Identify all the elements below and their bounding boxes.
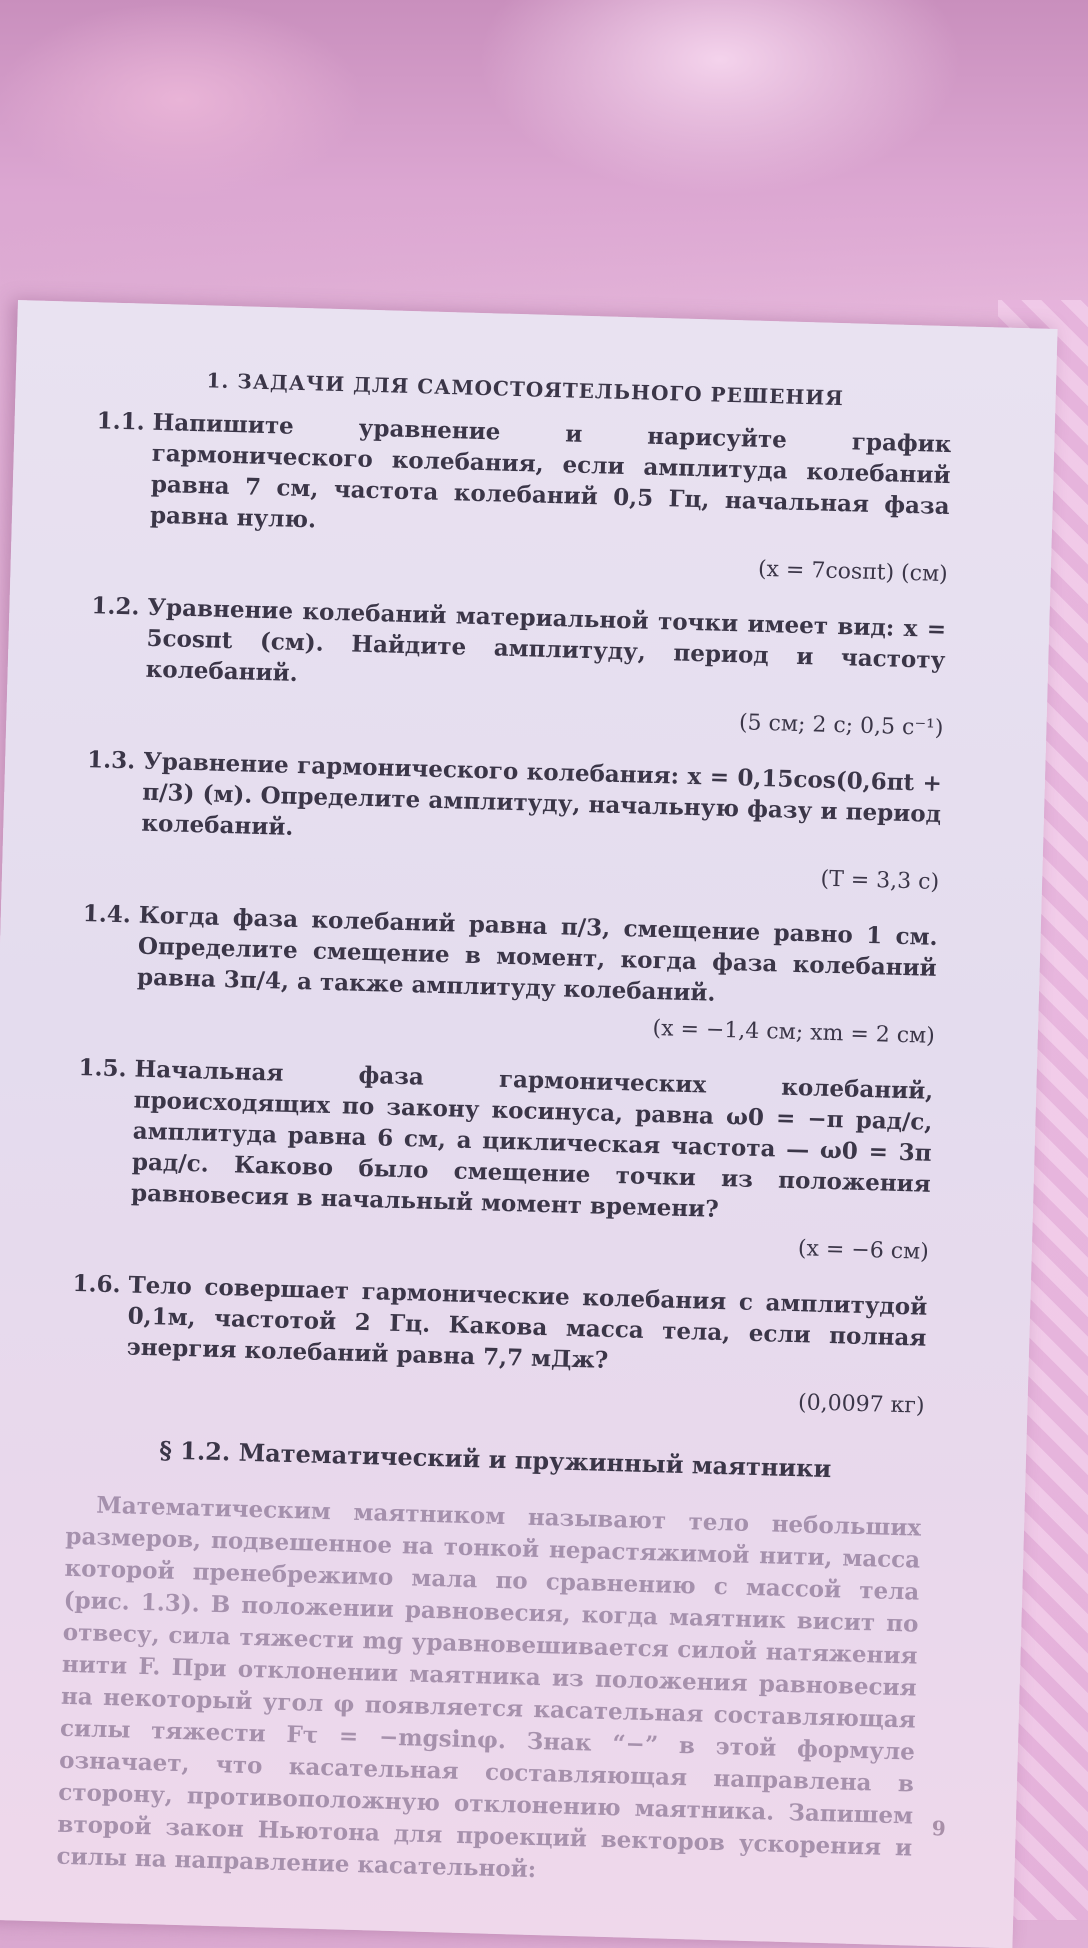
problem-number: 1.2. xyxy=(91,592,140,621)
book-page xyxy=(0,300,1058,1948)
problem-number: 1.4. xyxy=(82,900,132,929)
problem-answer: (T = 3,3 с) xyxy=(820,866,940,895)
problem-1-3 xyxy=(85,744,942,861)
page-number: 9 xyxy=(931,1816,947,1841)
background-cloth xyxy=(0,0,1088,320)
problem-answer: (x = −1,4 см; xm = 2 см) xyxy=(652,1016,936,1049)
problem-text: Тело совершает гармонические колебания с амплитудой 0,1м, частотой 2 Гц. Какова масса тела, если полная энергия колебаний равна 7,7 мДж? xyxy=(126,1271,928,1374)
page-content xyxy=(56,362,953,1896)
problem-answer: (0,0097 кг) xyxy=(797,1390,925,1419)
problem-text: Когда фаза колебаний равна π/3, смещение равно 1 см. Определите смещение в момент, когда фаза колебаний равна 3π/4, а также амплитуду колебаний. xyxy=(136,901,938,1007)
section-paragraph: Математическим маятником называют тело небольших размеров, подвешенное на тонкой нерастяжимой нити, масса которой пренебрежимо мала по сравнению с массой тела (рис. 1.3). В положении равновесия, когда маятник висит по отвесу, сила тяжести mg уравновешивается силой натяжения нити F. При отклонении маятника из положения равновесия на некоторый угол φ появляется касательная составляющая силы тяжести Fτ = −mgsinφ. Знак “−” в этой формуле означает, что касательная составляющая направлена в сторону, противоположную отклонению маятника. Запишем второй закон Ньютона для проекций векторов ускорения и силы на направление касательной: xyxy=(56,1491,922,1884)
problem-number: 1.5. xyxy=(78,1053,127,1083)
page-heading: 1. ЗАДАЧИ ДЛЯ САМОСТОЯТЕЛЬНОГО РЕШЕНИЯ xyxy=(206,368,845,411)
problem-text: Уравнение колебаний материальной точки имеет вид: x = 5cosπt (см). Найдите амплитуду, период и частоту колебаний. xyxy=(145,593,947,687)
problem-1-2 xyxy=(89,590,946,707)
section-title: § 1.2. Математический и пружинный маятники xyxy=(158,1435,832,1484)
problem-text: Уравнение гармонического колебания: x = 0,15cos(0,6πt + π/3) (м). Определите амплитуду, начальную фазу и период колебаний. xyxy=(141,747,943,841)
problem-answer: (5 см; 2 с; 0,5 с⁻¹) xyxy=(738,710,944,742)
problem-1-6 xyxy=(70,1268,927,1385)
problem-text: Напишите уравнение и нарисуйте график гармонического колебания, если амплитуда колебаний равна 7 см, частота колебаний 0,5 Гц, начальная фаза равна нулю. xyxy=(149,408,952,534)
problem-answer: (x = 7cosπt) (см) xyxy=(757,556,949,588)
problem-answer: (x = −6 см) xyxy=(797,1236,930,1265)
problem-1-4 xyxy=(81,898,938,1015)
problem-1-5 xyxy=(75,1052,934,1231)
problem-number: 1.3. xyxy=(86,746,136,775)
problem-number: 1.1. xyxy=(96,407,146,436)
problem-number: 1.6. xyxy=(72,1269,121,1299)
problem-1-1 xyxy=(94,405,952,553)
problem-text: Начальная фаза гармонических колебаний, происходящих по закону косинуса, равна ω0 = −π рад/с, амплитуда равна 6 см, а циклическая частота — ω0 = 3π рад/с. Каково было смещение точки из положения равновесия в начальный момент времени? xyxy=(130,1055,934,1223)
